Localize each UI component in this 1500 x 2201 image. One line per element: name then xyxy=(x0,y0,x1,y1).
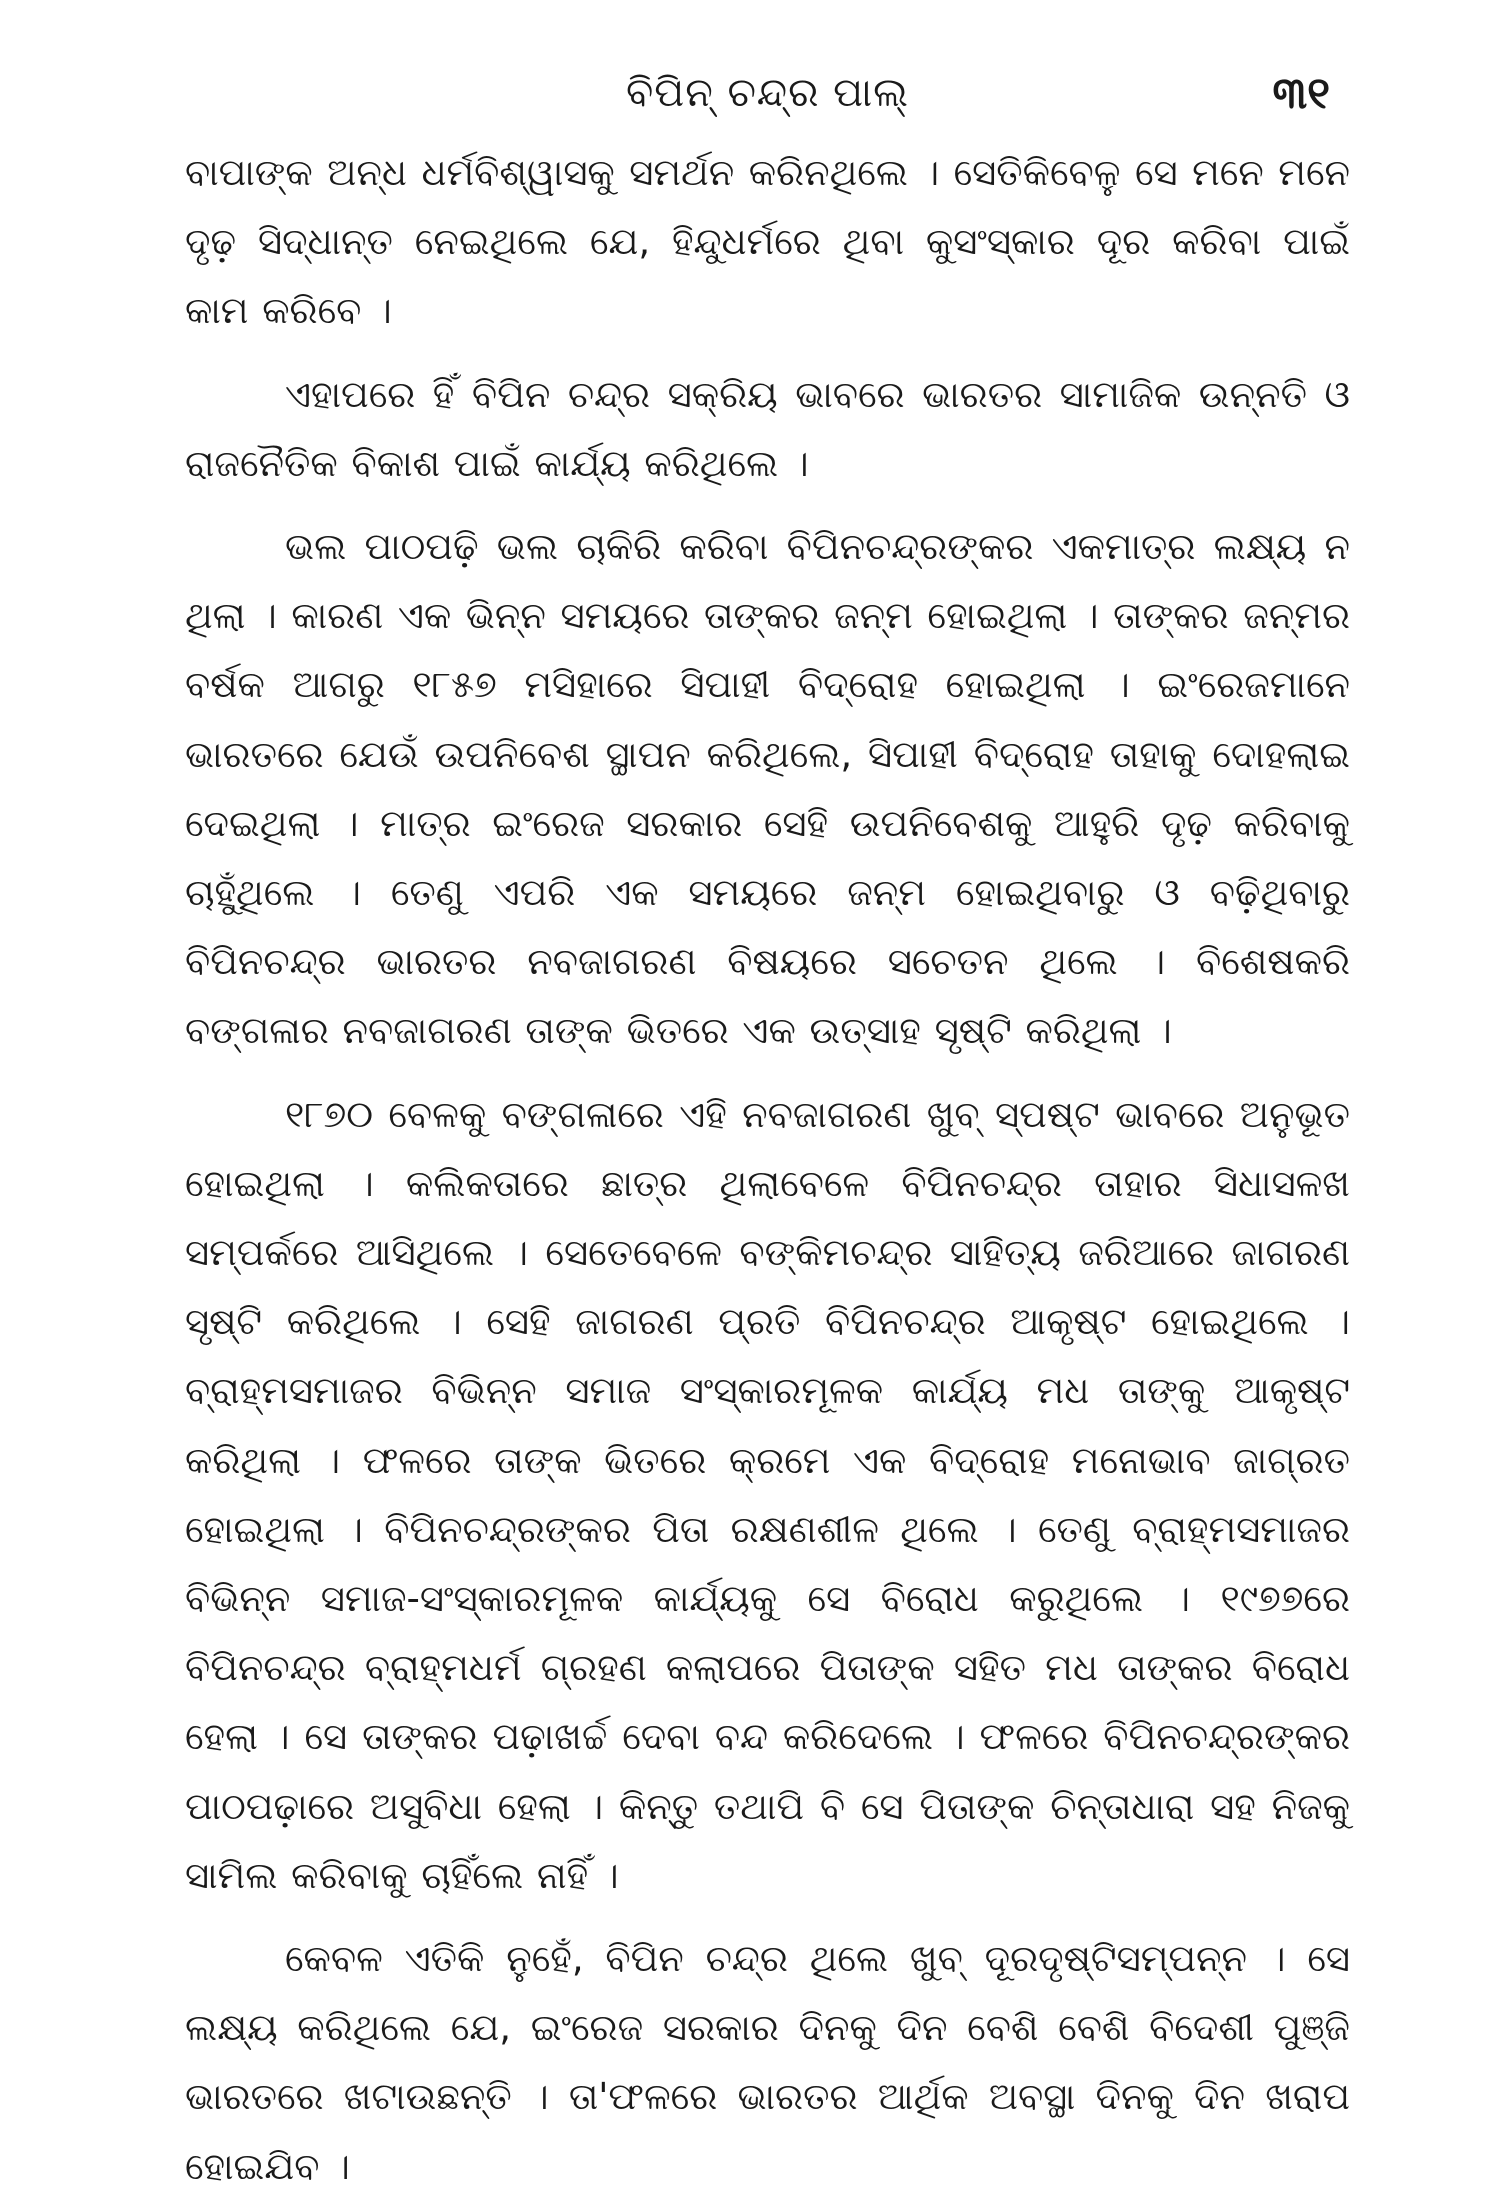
paragraph-4: ୧୮୭୦ ବେଳକୁ ବଙ୍ଗଳାରେ ଏହି ନବଜାଗରଣ ଖୁବ୍ ସ୍ପଷ୍ଟ ଭାବରେ ଅନୁଭୂତ ହୋଇଥିଲା । କଲିକତାରେ ଛାତ୍ର ଥିଲାବେଳେ ବିପିନଚନ୍ଦ୍ର ତାହାର ସିଧାସଳଖ ସମ୍ପର୍କରେ ଆସିଥିଲେ । ସେତେବେଳେ ବଙ୍କିମଚନ୍ଦ୍ର ସାହିତ୍ୟ ଜରିଆରେ ଜାଗରଣ ସୃଷ୍ଟି କରିଥିଲେ । ସେହି ଜାଗରଣ ପ୍ରତି ବିପିନଚନ୍ଦ୍ର ଆକୃଷ୍ଟ ହୋଇଥିଲେ । ବ୍ରାହ୍ମସମାଜର ବିଭିନ୍ନ ସମାଜ ସଂସ୍କାରମୂଳକ କାର୍ଯ୍ୟ ମଧ ତାଙ୍କୁ ଆକୃଷ୍ଟ କରିଥିଲା । ଫଳରେ ତାଙ୍କ ଭିତରେ କ୍ରମେ ଏକ ବିଦ୍ରୋହ ମନୋଭାବ ଜାଗ୍ରତ ହୋଇଥିଲା । ବିପିନଚନ୍ଦ୍ରଙ୍କର ପିତା ରକ୍ଷଣଶୀଳ ଥିଲେ । ତେଣୁ ବ୍ରାହ୍ମସମାଜର ବିଭିନ୍ନ ସମାଜ-ସଂସ୍କାରମୂଳକ କାର୍ଯ୍ୟକୁ ସେ ବିରୋଧ କରୁଥିଲେ । ୧୯୭୭ରେ ବିପିନଚନ୍ଦ୍ର ବ୍ରାହ୍ମଧର୍ମ ଗ୍ରହଣ କଲାପରେ ପିତାଙ୍କ ସହିତ ମଧ ତାଙ୍କର ବିରୋଧ ହେଲା । ସେ ତାଙ୍କର ପଢ଼ାଖର୍ଚ୍ଚ ଦେବା ବନ୍ଦ କରିଦେଲେ । ଫଳରେ ବିପିନଚନ୍ଦ୍ରଙ୍କର ପାଠପଢ଼ାରେ ଅସୁବିଧା ହେଲା । କିନ୍ତୁ ତଥାପି ବି ସେ ପିତାଙ୍କ ଚିନ୍ତାଧାରା ସହ ନିଜକୁ ସାମିଲ କରିବାକୁ ଚାହିଁଲେ ନାହିଁ । xyxy=(185,1092,1350,1897)
paragraph-1: ବାପାଙ୍କ ଅନ୍ଧ ଧର୍ମବିଶ୍ୱାସକୁ ସମର୍ଥନ କରିନଥିଲେ । ସେତିକିବେଳୁ ସେ ମନେ ମନେ ଦୃଢ଼ ସିଦ୍ଧାନ୍ତ ନେଇଥିଲେ ଯେ, ହିନ୍ଦୁଧର୍ମରେ ଥିବା କୁସଂସ୍କାର ଦୂର କରିବା ପାଇଁ କାମ କରିବେ । xyxy=(185,151,1350,333)
paragraph-3: ଭଲ ପାଠପଢ଼ି ଭଲ ଚାକିରି କରିବା ବିପିନଚନ୍ଦ୍ରଙ୍କର ଏକମାତ୍ର ଲକ୍ଷ୍ୟ ନ ଥିଲା । କାରଣ ଏକ ଭିନ୍ନ ସମୟରେ ତାଙ୍କର ଜନ୍ମ ହୋଇଥିଲା । ତାଙ୍କର ଜନ୍ମର ବର୍ଷକ ଆଗରୁ ୧୮୫୭ ମସିହାରେ ସିପାହୀ ବିଦ୍ରୋହ ହୋଇଥିଲା । ଇଂରେଜମାନେ ଭାରତରେ ଯେଉଁ ଉପନିବେଶ ସ୍ଥାପନ କରିଥିଲେ, ସିପାହୀ ବିଦ୍ରୋହ ତାହାକୁ ଦୋହଲାଇ ଦେଇଥିଲା । ମାତ୍ର ଇଂରେଜ ସରକାର ସେହି ଉପନିବେଶକୁ ଆହୁରି ଦୃଢ଼ କରିବାକୁ ଚାହୁଁଥିଲେ । ତେଣୁ ଏପରି ଏକ ସମୟରେ ଜନ୍ମ ହୋଇଥିବାରୁ ଓ ବଢ଼ିଥିବାରୁ ବିପିନଚନ୍ଦ୍ର ଭାରତର ନବଜାଗରଣ ବିଷୟରେ ସଚେତନ ଥିଲେ । ବିଶେଷକରି ବଙ୍ଗଳାର ନବଜାଗରଣ ତାଙ୍କ ଭିତରେ ଏକ ଉତ୍ସାହ ସୃଷ୍ଟି କରିଥିଲା । xyxy=(185,525,1350,1053)
running-title: ବିପିନ୍ ଚନ୍ଦ୍ର ପାଲ୍ xyxy=(626,70,909,116)
body-text xyxy=(185,138,1350,2201)
paragraph-5: କେବଳ ଏତିକି ନୁହେଁ, ବିପିନ ଚନ୍ଦ୍ର ଥିଲେ ଖୁବ୍ ଦୂରଦୃଷ୍ଟିସମ୍ପନ୍ନ । ସେ ଲକ୍ଷ୍ୟ କରିଥିଲେ ଯେ, ଇଂରେଜ ସରକାର ଦିନକୁ ଦିନ ବେଶି ବେଶି ବିଦେଶୀ ପୁଞ୍ଜି ଭାରତରେ ଖଟାଉଛନ୍ତି । ତା'ଫଳରେ ଭାରତର ଆର୍ଥିକ ଅବସ୍ଥା ଦିନକୁ ଦିନ ଖରାପ ହୋଇଯିବ । xyxy=(185,1937,1350,2188)
page-number: ୩୧ xyxy=(1272,68,1330,119)
paragraph-2: ଏହାପରେ ହିଁ ବିପିନ ଚନ୍ଦ୍ର ସକ୍ରିୟ ଭାବରେ ଭାରତର ସାମାଜିକ ଉନ୍ନତି ଓ ରାଜନୈତିକ ବିକାଶ ପାଇଁ କାର୍ଯ୍ୟ କରିଥିଲେ । xyxy=(185,372,1350,485)
running-header xyxy=(185,58,1350,138)
